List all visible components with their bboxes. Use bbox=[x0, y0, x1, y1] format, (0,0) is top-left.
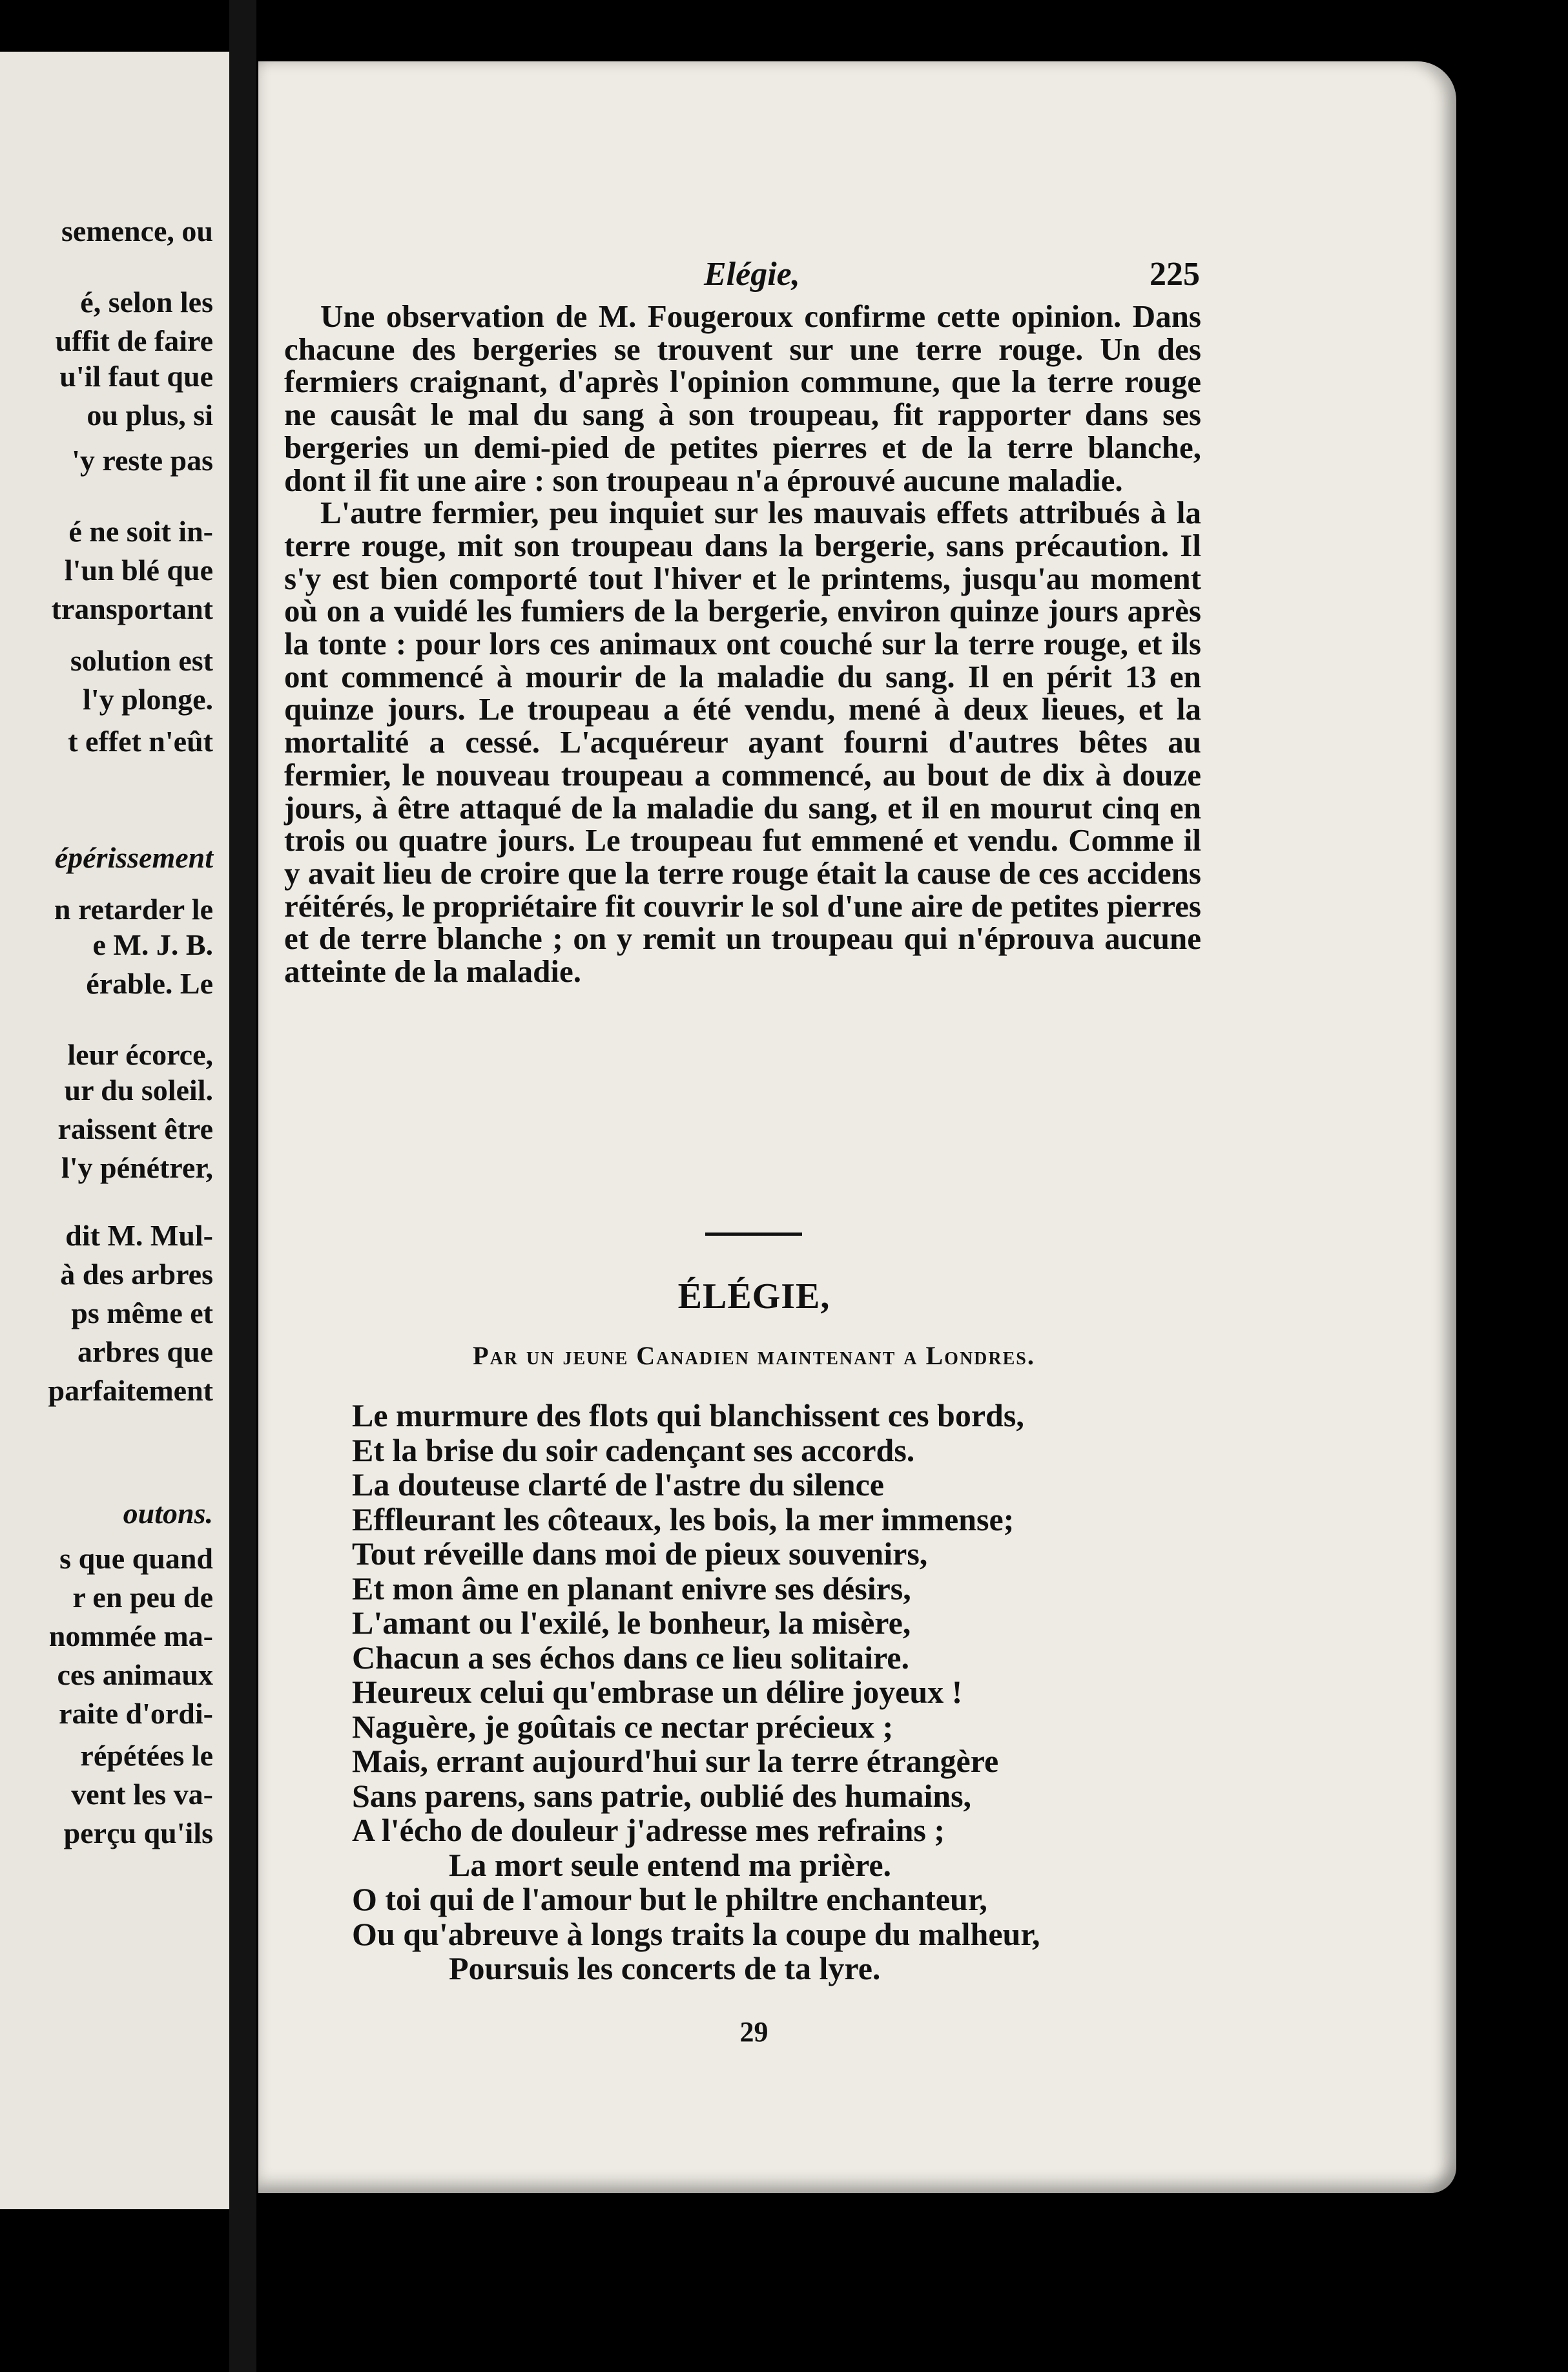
facing-page-line: l'un blé que bbox=[64, 554, 213, 587]
facing-page-line: l'y plonge. bbox=[83, 683, 213, 716]
poem-verse: Chacun a ses échos dans ce lieu solitaire. bbox=[352, 1639, 909, 1676]
facing-page-line: épérissement bbox=[54, 841, 213, 874]
poem-verse: Mais, errant aujourd'hui sur la terre étrangère bbox=[352, 1743, 999, 1779]
facing-page-line: leur écorce, bbox=[67, 1038, 213, 1071]
facing-page-line: ou plus, si bbox=[87, 399, 213, 432]
page-number: 225 bbox=[1150, 256, 1200, 293]
poem-verse: Heureux celui qu'embrase un délire joyeux ! bbox=[352, 1674, 963, 1710]
facing-page-line: uffit de faire bbox=[55, 324, 213, 357]
poem-verse: Ou qu'abreuve à longs traits la coupe du malheur, bbox=[352, 1915, 1040, 1952]
facing-page-line: l'y pénétrer, bbox=[61, 1151, 213, 1184]
poem-verse: Et la brise du soir cadençant ses accords. bbox=[352, 1431, 915, 1468]
facing-page-line: érable. Le bbox=[86, 967, 213, 1000]
poem-verse: L'amant ou l'exilé, le bonheur, la misère, bbox=[352, 1605, 911, 1641]
signature-mark: 29 bbox=[739, 2016, 769, 2048]
facing-page-line: s que quand bbox=[59, 1542, 213, 1575]
poem-body bbox=[352, 1399, 1204, 1986]
book-page bbox=[258, 61, 1456, 2193]
facing-page-line: 'y reste pas bbox=[72, 444, 213, 477]
poem-verse: La mort seule entend ma prière. bbox=[449, 1846, 892, 1883]
paragraph: L'autre fermier, peu inquiet sur les mauvais effets attribués à la terre rouge, mit son troupeau dans la bergerie, sans précaution. Il s'y est bien comporté tout l'hiver et le printems, jusqu'au moment où on a vuidé les fumiers de la bergerie, environ quinze jours après la tonte : pour lors ces animaux ont couché sur la terre rouge, et ils ont commencé à mourir de la maladie du sang. Il en périt 13 en quinze jours. Le troupeau a été vendu, mené à deux lieues, et la mortalité a cessé. L'acquéreur ayant fourni d'autres bêtes au fermier, le nouveau troupeau a commencé, au bout de dix à douze jours, à être attaqué de la maladie du sang, et il en mourut cinq en trois ou quatre jours. Le troupeau fut emmené et vendu. Comme il y avait lieu de croire que la terre rouge était la cause de ces accidens réitérés, le propriétaire fit couvrir le sol d'une aire de petites pierres et de terre blanche ; on y remit un troupeau qui n'éprouva aucune atteinte de la maladie. bbox=[284, 495, 1201, 990]
facing-page-line: é, selon les bbox=[80, 286, 213, 318]
facing-page-line: solution est bbox=[70, 644, 213, 677]
facing-page-line: transportant bbox=[51, 592, 213, 625]
page-header bbox=[258, 255, 1456, 294]
facing-page-line: parfaitement bbox=[48, 1374, 213, 1407]
poem-verse: Tout réveille dans moi de pieux souvenirs, bbox=[352, 1535, 928, 1572]
facing-page-line: nommée ma- bbox=[48, 1619, 213, 1652]
poem-verse: A l'écho de douleur j'adresse mes refrains ; bbox=[352, 1812, 945, 1848]
facing-page-line: à des arbres bbox=[60, 1258, 213, 1291]
poem-verse: Et mon âme en planant enivre ses désirs, bbox=[352, 1570, 911, 1607]
poem-verse: Sans parens, sans patrie, oublié des humains, bbox=[352, 1777, 972, 1814]
facing-page-line: répétées le bbox=[80, 1739, 213, 1772]
poem-verse: La douteuse clarté de l'astre du silence bbox=[352, 1466, 884, 1503]
running-title: Elégie, bbox=[704, 256, 800, 293]
facing-page-line: n retarder le bbox=[54, 893, 213, 926]
facing-page-line: r en peu de bbox=[72, 1581, 213, 1614]
poem-verse: Naguère, je goûtais ce nectar précieux ; bbox=[352, 1708, 894, 1745]
facing-page-line: dit M. Mul- bbox=[65, 1219, 213, 1252]
facing-page-line: ces animaux bbox=[57, 1658, 213, 1691]
facing-page-line: raissent être bbox=[57, 1112, 213, 1145]
facing-page-fragment bbox=[0, 52, 229, 2209]
facing-page-line: ur du soleil. bbox=[64, 1074, 213, 1107]
facing-page-line: raite d'ordi- bbox=[59, 1697, 213, 1730]
book-gutter bbox=[229, 0, 256, 2372]
facing-page-line: outons. bbox=[123, 1497, 213, 1530]
section-divider bbox=[705, 1233, 802, 1236]
poem-verse: Le murmure des flots qui blanchissent ces bords, bbox=[352, 1397, 1024, 1433]
poem-verse: O toi qui de l'amour but le philtre enchanteur, bbox=[352, 1881, 987, 1917]
paragraph: Une observation de M. Fougeroux confirme cette opinion. Dans chacune des bergeries se trouvent sur une terre rouge. Un des fermiers craignant, d'après l'opinion commune, que la terre rouge ne causât le mal du sang à son troupeau, fit rapporter dans ses bergeries un demi-pied de petites pierres et de la terre blanche, dont il fit une aire : son troupeau n'a éprouvé aucune maladie. bbox=[284, 298, 1201, 498]
poem-verse: Poursuis les concerts de ta lyre. bbox=[449, 1950, 881, 1986]
facing-page-line: t effet n'eût bbox=[68, 725, 213, 758]
facing-page-line: semence, ou bbox=[61, 214, 213, 247]
facing-page-line: é ne soit in- bbox=[68, 515, 213, 548]
facing-page-line: perçu qu'ils bbox=[63, 1816, 213, 1849]
facing-page-line: vent les va- bbox=[71, 1778, 213, 1811]
facing-page-line: e M. J. B. bbox=[92, 928, 213, 961]
poem-title: ÉLÉGIE, bbox=[677, 1276, 830, 1316]
facing-page-line: arbres que bbox=[77, 1335, 213, 1368]
prose-body bbox=[284, 300, 1201, 988]
poem-verse: Effleurant les côteaux, les bois, la mer immense; bbox=[352, 1501, 1015, 1537]
facing-page-line: u'il faut que bbox=[59, 360, 213, 393]
facing-page-line: ps même et bbox=[71, 1296, 213, 1329]
poem-subtitle: Par un jeune Canadien maintenant a Londres. bbox=[473, 1341, 1035, 1370]
